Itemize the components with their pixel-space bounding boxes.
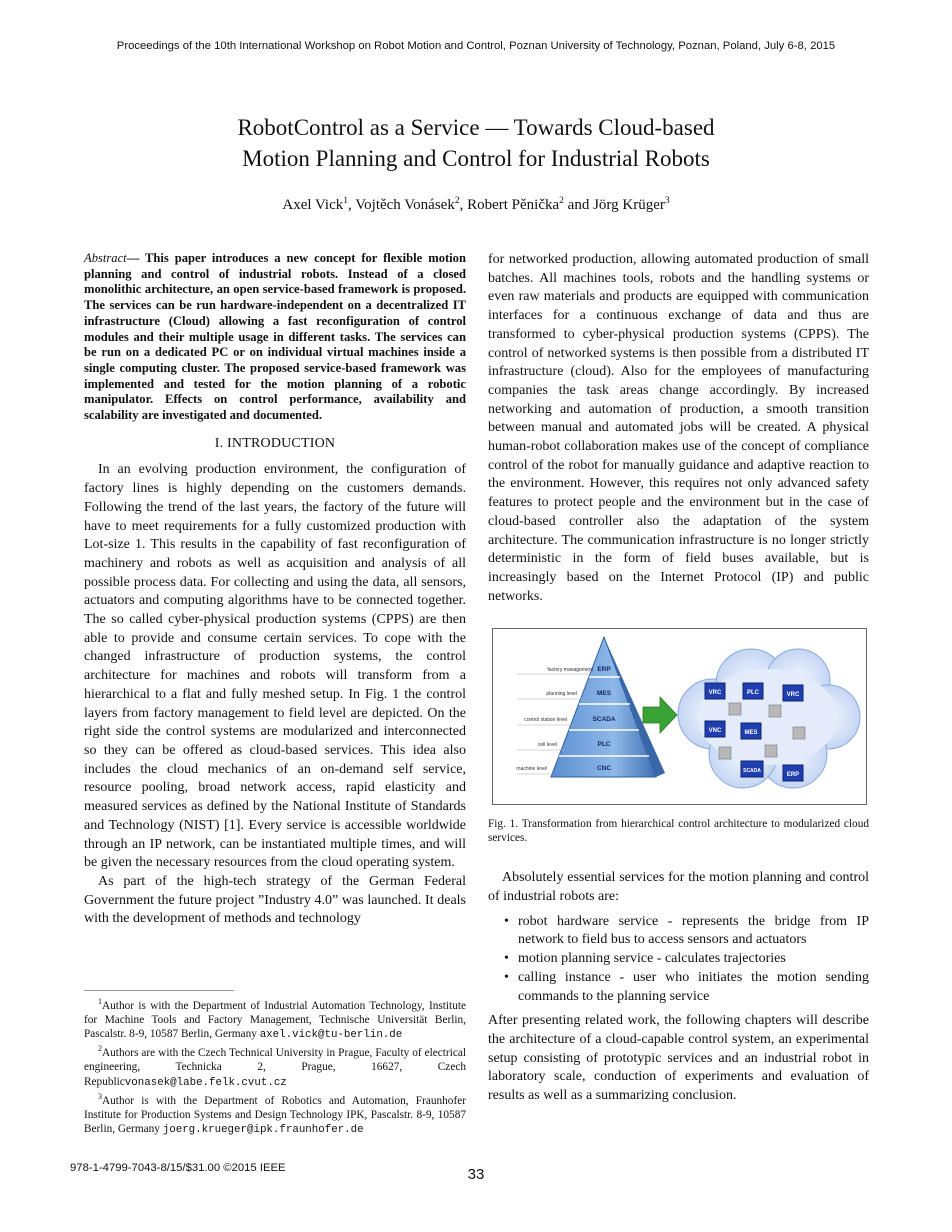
author-name: Robert Pěnička [467, 197, 560, 213]
footnote-email[interactable]: vonasek@labe.felk.cvut.cz [124, 1076, 287, 1089]
cloud-block-vrc: VRC [708, 690, 722, 697]
footnote-email[interactable]: axel.vick@tu-berlin.de [259, 1029, 403, 1042]
isbn-line: 978-1-4799-7043-8/15/$31.00 ©2015 IEEE [70, 1162, 286, 1174]
author-name: Axel Vick [282, 197, 344, 213]
bullet-icon: • [504, 913, 509, 929]
pyramid-tier-cnc: CNC [596, 765, 612, 773]
list-item: • motion planning service - calculates trajectories [518, 950, 869, 969]
bullet-icon: • [504, 969, 509, 985]
pyramid-tier-scada: SCADA [592, 716, 616, 724]
affiliation-mark: 2 [559, 196, 564, 206]
abstract-dash: — [126, 251, 145, 265]
right-column [488, 251, 869, 1106]
footnote-mark: 3 [98, 1091, 102, 1101]
author-name: Jörg Krüger [593, 197, 665, 213]
intro-paragraph-3: Absolutely essential services for the motion planning and control of industrial robots are: [488, 870, 869, 905]
abstract-label: Abstract [84, 251, 127, 265]
footnote-divider [84, 990, 234, 991]
cloud-icon [678, 649, 860, 788]
transformation-arrow-icon [643, 697, 677, 733]
footnote-1 [84, 995, 466, 1042]
cloud-block-vnc: VNC [708, 728, 722, 735]
intro-paragraph-1: In an evolving production environment, the configuration of factory lines is highly depending on the customers demands. Following the trend of the last years, the factory of the future will have to meet requirements for a fully customized production with Lot-size 1. This results in the capability of fast reconfiguration of machinery and robots as well as acquisition and analysis of all possible process data. For collecting and using the data, all sensors, actuators and computing algorithms have to be connected together. The so called cyber-physical production systems (CPPS) are then able to provide and consume certain services. To cope with the changed infrastructure of production systems, the control architecture for machines and robots will transform from a hierarchical to a flat and fully meshed setup. In Fig. 1 the control layers from factory management to field level are depicted. On the right side the control systems are modularized and interconnected so they can be offered as cloud-based services. This idea also includes the cloud mechanics of an on-demand self service, resource pooling, broad network access, rapid elasticity and measured services as defined by the National Institute of Standards and Technology (NIST) [1]. Every service is accessible worldwide through an IP network, can be instantiated multiple times, and will be given the necessary resources from the cloud operating system. [84, 462, 466, 871]
service-list [488, 913, 869, 1007]
pyramid-side-label: cell level [537, 742, 557, 749]
pyramid-side-label: control station level [524, 717, 567, 724]
pyramid-side-label: machine level [516, 766, 547, 773]
left-column [84, 251, 466, 929]
footnote-text: Author is with the Department of Robotics and Automation, Fraunhofer Institute for Production Systems and Design Technology IPK, Pascalstr. 8-9, 10587 Berlin, Germany [84, 1094, 466, 1135]
cloud-block-plc: PLC [747, 690, 759, 697]
author-name: Vojtěch Vonásek [355, 197, 455, 213]
footnote-3 [84, 1090, 466, 1137]
section-heading-introduction: I. INTRODUCTION [214, 435, 336, 451]
affiliation-mark: 1 [343, 196, 349, 206]
figure-1 [492, 628, 867, 805]
figure-1-caption: Fig. 1. Transformation from hierarchical control architecture to modularized cloud services. [488, 818, 869, 845]
author-separator: and [563, 197, 594, 213]
intro-paragraph-4: After presenting related work, the following chapters will describe the architecture of a cloud-capable control system, an experimental setup consisting of prototypic services and an industrial robot in laboratory scale, conduction of experiments and evaluation of results as well as a summarizing conclusion. [488, 1013, 869, 1104]
author-list [100, 196, 852, 214]
footnote-text: Author is with the Department of Industrial Automation Technology, Institute for Machine Tools and Factory Management, Technische Universität Berlin, Pascalstr. 8-9, 10587 Berlin, Germany [84, 999, 466, 1041]
running-header: Proceedings of the 10th International Workshop on Robot Motion and Control, Poznan University of Technology, Poznan, Poland, July 6-8, 2015 [116, 40, 836, 52]
abstract-text: This paper introduces a new concept for flexible motion planning and control of industrial robots. Instead of a closed monolithic architecture, an open service-based framework is proposed. The services can be run hardware-independent on a decentralized IT infrastructure (Cloud) allowing a fast reconfiguration of control modules and their multiple usage in different tasks. The services can be run on a dedicated PC or on individual virtual machines inside a single computing cluster. The proposed service-based framework was implemented and tested for the motion planning of a robotic manipulator. Effects on control performance, availability and scalability are investigated and documented. [84, 251, 466, 423]
author-separator: , [459, 197, 468, 213]
intro-paragraph-2: As part of the high-tech strategy of the German Federal Government the future project ”Industry 4.0” was launched. It deals with the development of methods and technology [84, 873, 466, 927]
bullet-icon: • [504, 951, 509, 967]
footnote-mark: 2 [98, 1044, 102, 1054]
cloud-block-vrc-2: VRC [786, 692, 800, 699]
figure-1-illustration [493, 629, 866, 804]
affiliation-mark: 2 [454, 196, 460, 206]
pyramid-side-label: factory management [547, 667, 593, 674]
affiliation-mark: 3 [664, 196, 670, 206]
list-item: • robot hardware service - represents the bridge from IP network to field bus to access sensors and actuators [504, 913, 869, 948]
footnote-email[interactable]: joerg.krueger@ipk.fraunhofer.de [162, 1123, 364, 1136]
pyramid-tier-erp: ERP [597, 666, 611, 674]
cloud-block-scada: SCADA [743, 768, 761, 775]
page-number: 33 [467, 1166, 485, 1183]
footnote-2 [84, 1042, 466, 1089]
cloud-block-erp: ERP [786, 772, 800, 779]
intro-paragraph-2-continued: for networked production, allowing automated production of small batches. All machines tools, robots and the handling systems or even raw materials and products are equipped with communication interfaces for a continuous exchange of data and thus are transformed to cyber-physical production systems (CPPS). The control of networked systems is then possible from a distributed IT infrastructure (cloud). Also for the employees of manufacturing companies the task areas change accordingly. By increased networking and automation of production, a smooth transition between manual and automated jobs will be created. A physical human-robot collaboration makes use of the concept of compliance control of the robot for manually guidance and adaptive reaction to the environment. However, this requires not only advanced safety features to protect people and the environment but in the case of cloud-based controller also the adaptation of the system architecture. The communication infrastructure is no longer strictly deterministic in the form of field buses available, but is increasingly based on the Internet Protocol (IP) and public networks. [488, 252, 869, 604]
abstract [84, 251, 466, 424]
paper-title [100, 112, 852, 174]
footnote-mark: 1 [98, 997, 102, 1006]
author-separator: , [348, 197, 356, 213]
title-line-1: RobotControl as a Service — Towards Cloud-based [237, 115, 715, 140]
footnotes [84, 995, 466, 1137]
title-line-2: Motion Planning and Control for Industrial Robots [242, 146, 710, 171]
cloud-block-mes: MES [744, 730, 758, 737]
footnote-text: Authors are with the Czech Technical University in Prague, Faculty of electrical engineering, Technicka 2, Prague, 16627, Czech Republic [84, 1047, 466, 1088]
pyramid-tier-plc: PLC [597, 741, 611, 749]
list-item: • calling instance - user who initiates the motion sending commands to the planning service [504, 969, 869, 1004]
pyramid-tier-mes: MES [596, 690, 612, 698]
pyramid-side-label: planning level [546, 691, 577, 698]
